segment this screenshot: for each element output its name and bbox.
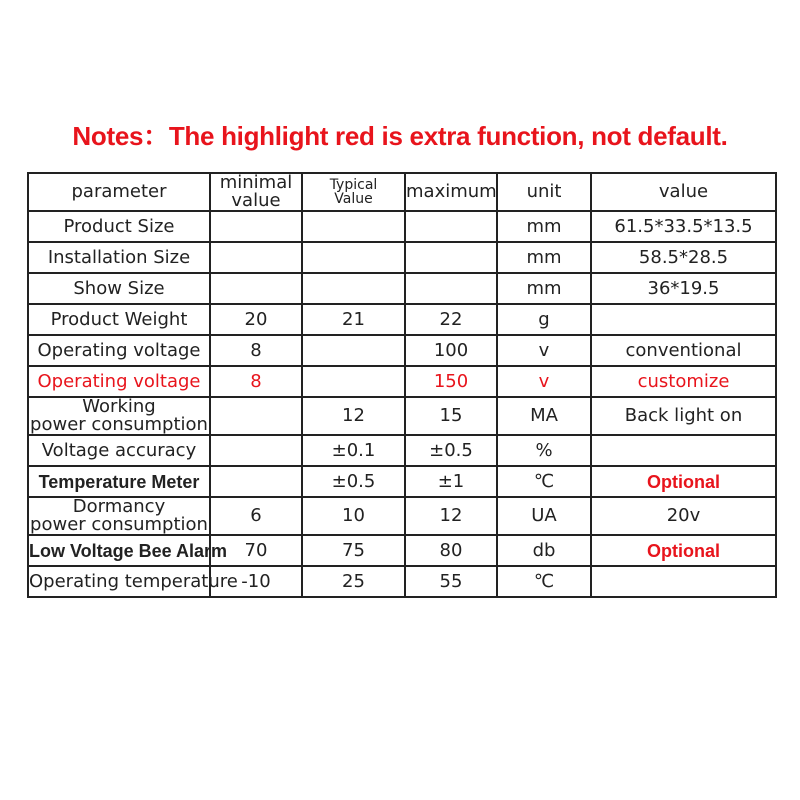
- table-header-row: [28, 173, 776, 211]
- cell-typical: ±0.5: [302, 466, 405, 497]
- cell-unit: ℃: [497, 466, 591, 497]
- table-row: [28, 335, 776, 366]
- cell-unit: MA: [497, 397, 591, 435]
- table-row: [28, 566, 776, 597]
- cell-parameter: Operating voltage: [28, 335, 210, 366]
- cell-maximum: 80: [405, 535, 497, 566]
- cell-unit: mm: [497, 273, 591, 304]
- header-unit: unit: [497, 173, 591, 211]
- cell-maximum: [405, 273, 497, 304]
- cell-typical: 25: [302, 566, 405, 597]
- cell-parameter: Product Weight: [28, 304, 210, 335]
- table-row: [28, 304, 776, 335]
- cell-value: [591, 304, 776, 335]
- cell-unit: %: [497, 435, 591, 466]
- spec-table: [27, 172, 777, 598]
- table-row: [28, 397, 776, 435]
- cell-parameter: Working power consumption: [28, 397, 210, 435]
- cell-parameter: Operating voltage: [28, 366, 210, 397]
- cell-value: 20v: [591, 497, 776, 535]
- header-parameter: parameter: [28, 173, 210, 211]
- cell-value-optional: Optional: [591, 466, 776, 497]
- cell-maximum: 150: [405, 366, 497, 397]
- header-value: value: [591, 173, 776, 211]
- cell-maximum: [405, 242, 497, 273]
- cell-unit: mm: [497, 242, 591, 273]
- cell-minimal: [210, 466, 302, 497]
- cell-value: [591, 435, 776, 466]
- cell-maximum: 12: [405, 497, 497, 535]
- cell-value: 36*19.5: [591, 273, 776, 304]
- cell-typical: [302, 242, 405, 273]
- cell-unit: mm: [497, 211, 591, 242]
- cell-parameter: Show Size: [28, 273, 210, 304]
- cell-minimal: 8: [210, 335, 302, 366]
- cell-maximum: ±0.5: [405, 435, 497, 466]
- cell-parameter: Installation Size: [28, 242, 210, 273]
- cell-minimal: 70: [210, 535, 302, 566]
- cell-value: conventional: [591, 335, 776, 366]
- cell-minimal: 20: [210, 304, 302, 335]
- cell-minimal: 6: [210, 497, 302, 535]
- table-row: [28, 466, 776, 497]
- cell-typical: 21: [302, 304, 405, 335]
- cell-typical: [302, 335, 405, 366]
- table-row: [28, 497, 776, 535]
- cell-maximum: ±1: [405, 466, 497, 497]
- cell-maximum: 22: [405, 304, 497, 335]
- table-row: [28, 273, 776, 304]
- cell-parameter: Low Voltage Bee Alarm: [28, 535, 210, 566]
- cell-typical: 75: [302, 535, 405, 566]
- notes-banner: Notes：The highlight red is extra function, not default.: [72, 121, 728, 151]
- cell-parameter: Product Size: [28, 211, 210, 242]
- cell-value: [591, 566, 776, 597]
- cell-typical: [302, 366, 405, 397]
- cell-value: customize: [591, 366, 776, 397]
- cell-maximum: [405, 211, 497, 242]
- cell-parameter: Dormancy power consumption: [28, 497, 210, 535]
- cell-unit: db: [497, 535, 591, 566]
- cell-typical: [302, 211, 405, 242]
- cell-parameter: Temperature Meter: [28, 466, 210, 497]
- header-maximum: maximum: [405, 173, 497, 211]
- cell-typical: ±0.1: [302, 435, 405, 466]
- cell-typical: 12: [302, 397, 405, 435]
- cell-parameter: Operating temperature: [28, 566, 210, 597]
- cell-minimal: [210, 242, 302, 273]
- table-row: [28, 435, 776, 466]
- cell-typical: [302, 273, 405, 304]
- header-typical-value: Typical Value: [302, 173, 405, 211]
- cell-unit: v: [497, 366, 591, 397]
- cell-minimal: [210, 397, 302, 435]
- cell-value: 61.5*33.5*13.5: [591, 211, 776, 242]
- table-row: [28, 242, 776, 273]
- cell-minimal: -10: [210, 566, 302, 597]
- cell-value: 58.5*28.5: [591, 242, 776, 273]
- cell-unit: UA: [497, 497, 591, 535]
- cell-maximum: 15: [405, 397, 497, 435]
- cell-minimal: [210, 211, 302, 242]
- header-minimal-value: minimal value: [210, 173, 302, 211]
- cell-unit: v: [497, 335, 591, 366]
- table-row-highlight: [28, 366, 776, 397]
- cell-unit: ℃: [497, 566, 591, 597]
- cell-maximum: 100: [405, 335, 497, 366]
- cell-typical: 10: [302, 497, 405, 535]
- cell-minimal: [210, 435, 302, 466]
- cell-value-optional: Optional: [591, 535, 776, 566]
- cell-minimal: [210, 273, 302, 304]
- table-row: [28, 211, 776, 242]
- table-row: [28, 535, 776, 566]
- cell-minimal: 8: [210, 366, 302, 397]
- cell-value: Back light on: [591, 397, 776, 435]
- cell-parameter: Voltage accuracy: [28, 435, 210, 466]
- cell-unit: g: [497, 304, 591, 335]
- cell-maximum: 55: [405, 566, 497, 597]
